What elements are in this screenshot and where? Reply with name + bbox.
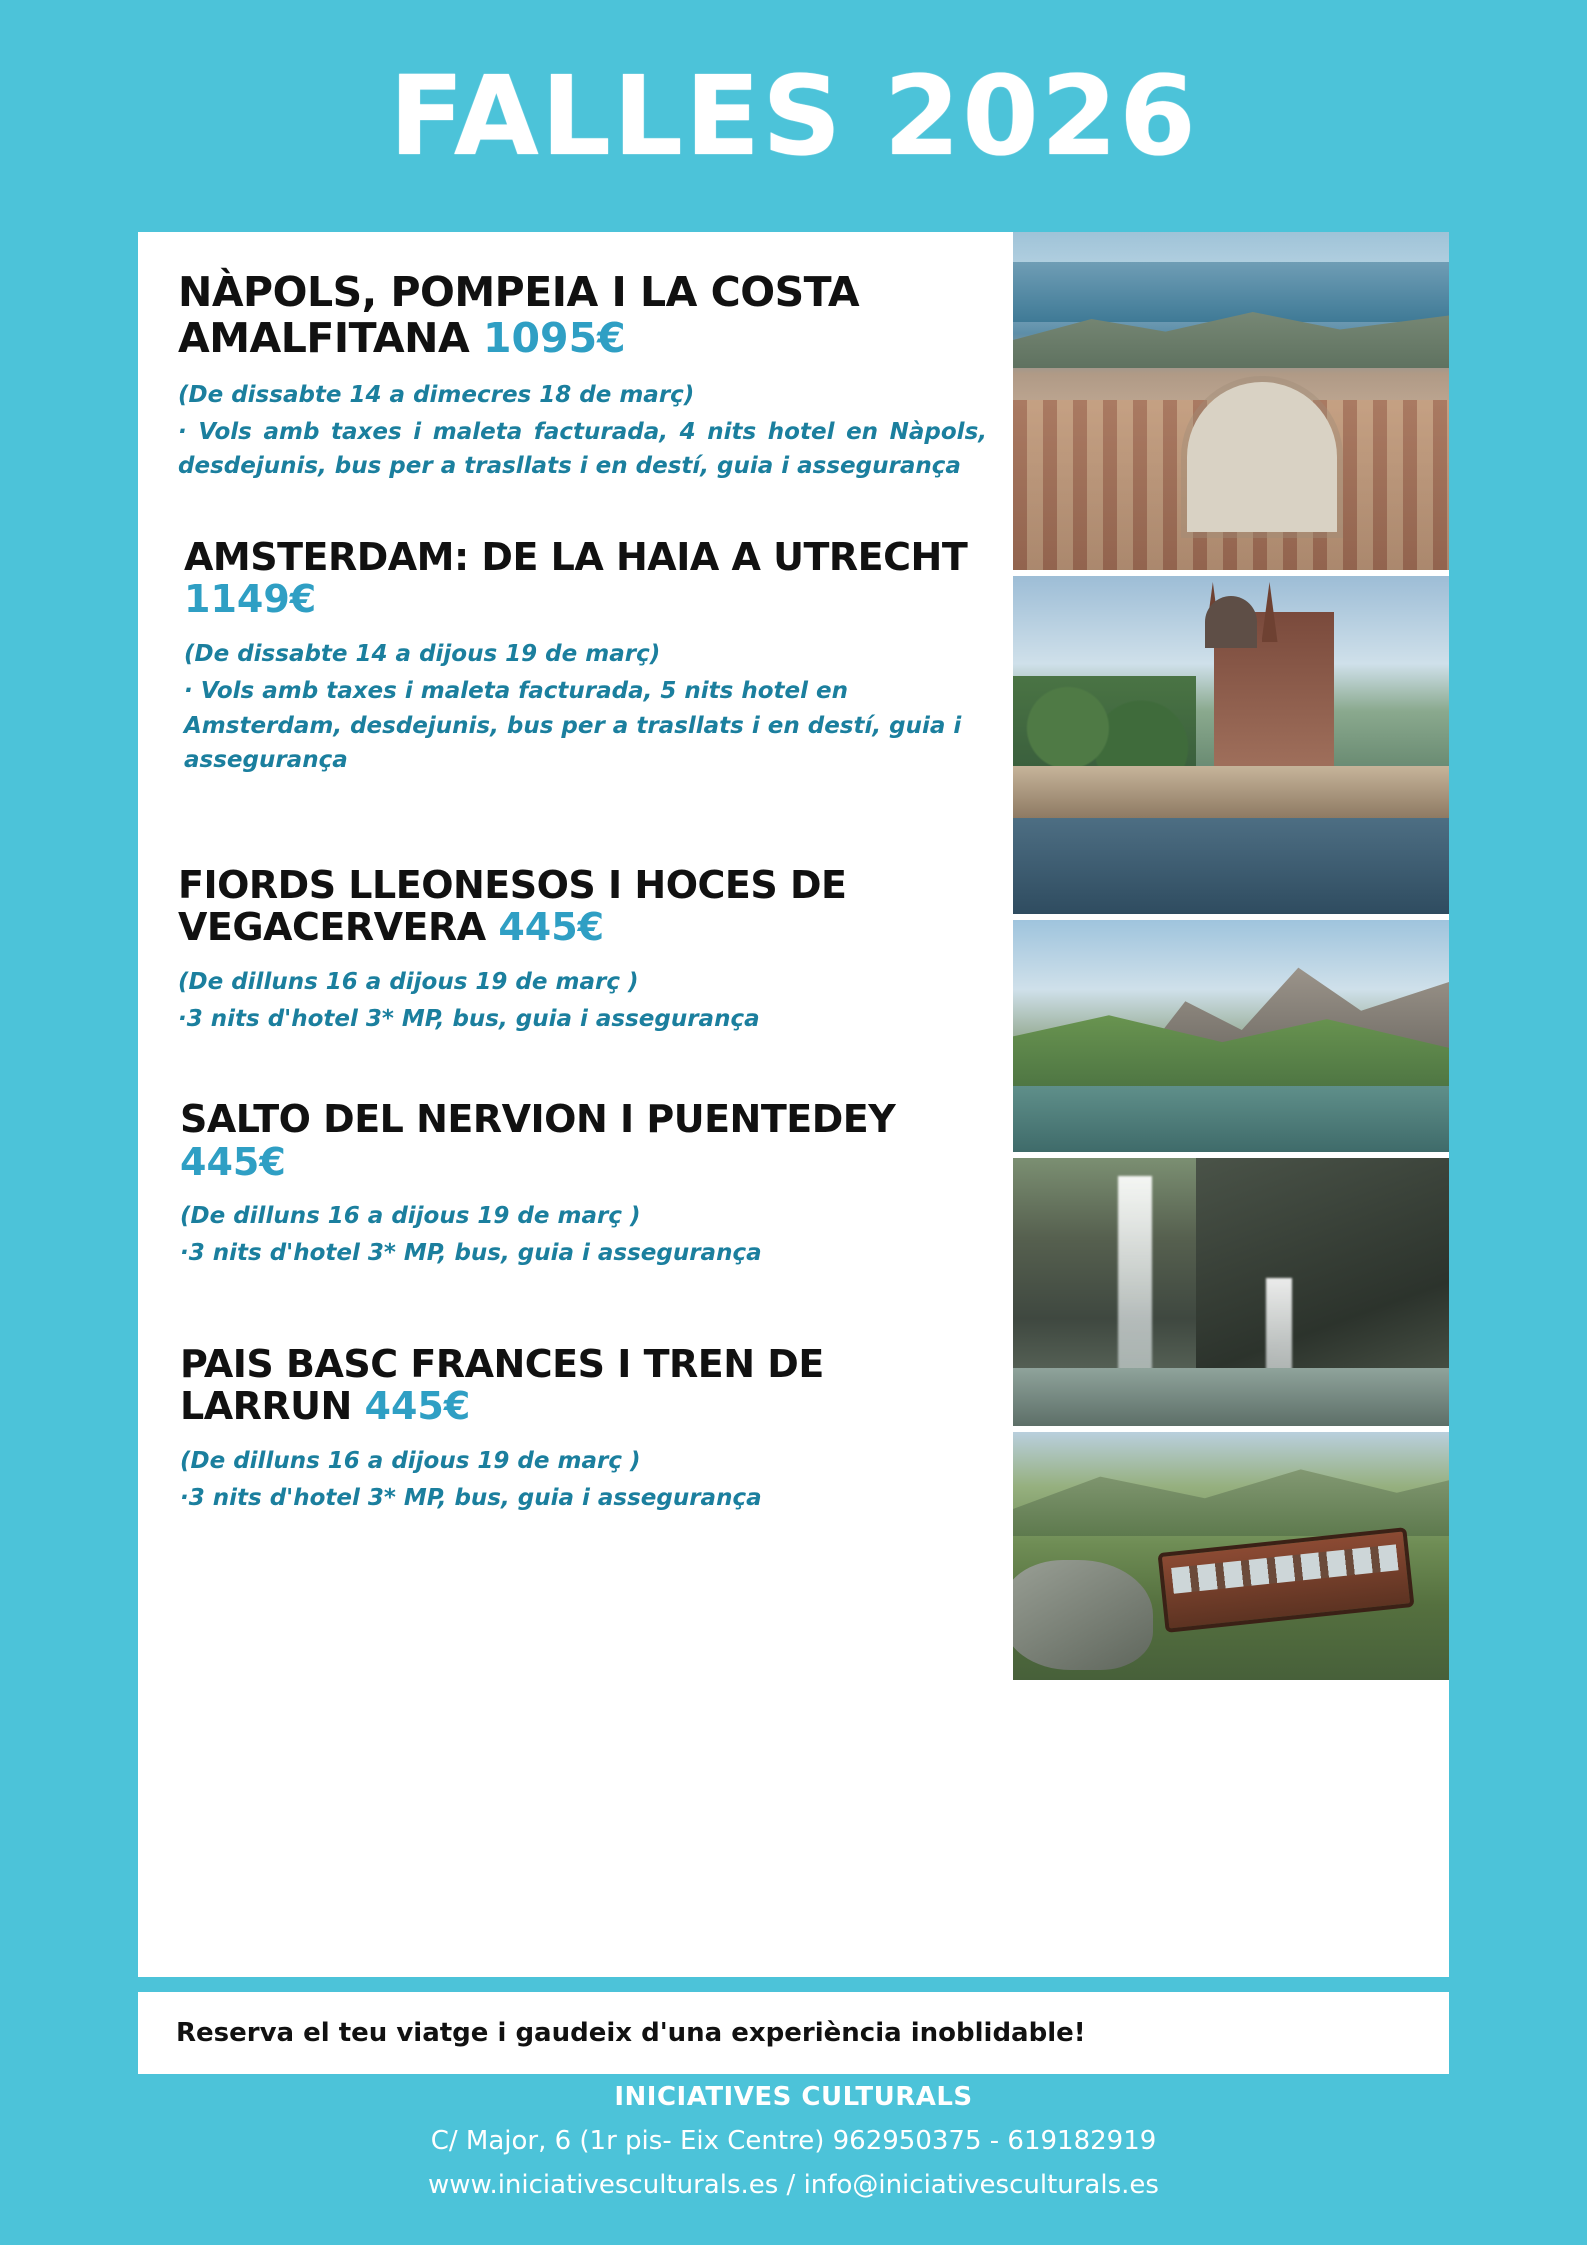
footer-tagline: Reserva el teu viatge i gaudeix d'una experiència inoblidable!	[176, 2018, 1086, 2048]
footer-divider	[138, 1983, 1414, 1992]
offer-title-text: NÀPOLS, POMPEIA I LA COSTA AMALFITANA	[178, 268, 860, 362]
offer-title	[178, 864, 995, 949]
offer-title	[178, 270, 995, 362]
offer-title	[180, 1343, 995, 1428]
fjords-leon-photo	[1013, 920, 1449, 1152]
offers-column	[138, 232, 1013, 1977]
page-title: FALLES 2026	[389, 52, 1198, 180]
offer-title	[180, 1098, 995, 1183]
offer-description: · Vols amb taxes i maleta facturada, 4 nits hotel en Nàpols, desdejunis, bus per a trasllats i en destí, guia i assegurança	[178, 418, 987, 480]
offer-item[interactable]	[138, 536, 1013, 778]
company-address: C/ Major, 6 (1r pis- Eix Centre) 962950375 - 619182919	[430, 2126, 1157, 2156]
offer-title-text: AMSTERDAM: DE LA HAIA A UTRECHT	[184, 534, 968, 579]
offer-dates: (De dilluns 16 a dijous 19 de març )	[178, 968, 639, 995]
offer-description: ·3 nits d'hotel 3* MP, bus, guia i assegurança	[178, 1005, 760, 1032]
offer-dates: (De dissabte 14 a dijous 19 de març)	[184, 640, 661, 667]
offer-title-text: PAIS BASC FRANCES I TREN DE LARRUN	[180, 1341, 824, 1429]
footer-strip	[138, 1992, 1449, 2074]
offer-description: · Vols amb taxes i maleta facturada, 5 nits hotel en Amsterdam, desdejunis, bus per a trasllats i en destí, guia i assegurança	[184, 678, 962, 773]
photos-column	[1013, 232, 1449, 1977]
offer-title-text: FIORDS LLEONESOS I HOCES DE VEGACERVERA	[178, 862, 847, 950]
offer-dates: (De dissabte 14 a dimecres 18 de març)	[178, 381, 695, 408]
contact-block	[0, 2082, 1587, 2200]
content-panel	[138, 232, 1449, 1977]
offer-item[interactable]	[138, 270, 1013, 484]
company-name: INICIATIVES CULTURALS	[614, 2082, 973, 2112]
offer-title	[184, 536, 995, 621]
offer-dates: (De dilluns 16 a dijous 19 de març )	[180, 1203, 641, 1230]
larrun-train-photo	[1013, 1432, 1449, 1680]
offer-dates: (De dilluns 16 a dijous 19 de març )	[180, 1447, 641, 1474]
amsterdam-canal-photo	[1013, 576, 1449, 914]
offer-item[interactable]	[138, 1098, 1013, 1271]
nervion-waterfall-photo	[1013, 1158, 1449, 1426]
offer-price: 445€	[364, 1384, 471, 1429]
offer-description: ·3 nits d'hotel 3* MP, bus, guia i assegurança	[180, 1484, 762, 1511]
offer-title-text: SALTO DEL NERVION I PUENTEDEY	[180, 1097, 896, 1142]
offer-item[interactable]	[138, 864, 1013, 1037]
poster-header	[0, 0, 1587, 232]
offer-price: 445€	[180, 1139, 286, 1184]
naples-bay-photo	[1013, 232, 1449, 570]
offer-description: ·3 nits d'hotel 3* MP, bus, guia i assegurança	[180, 1240, 762, 1267]
offer-price: 1095€	[483, 313, 626, 362]
offer-price: 1149€	[184, 577, 317, 622]
offer-item[interactable]	[138, 1343, 1013, 1516]
offer-price: 445€	[498, 905, 605, 950]
company-web[interactable]: www.iniciativesculturals.es / info@iniciativesculturals.es	[428, 2170, 1159, 2200]
